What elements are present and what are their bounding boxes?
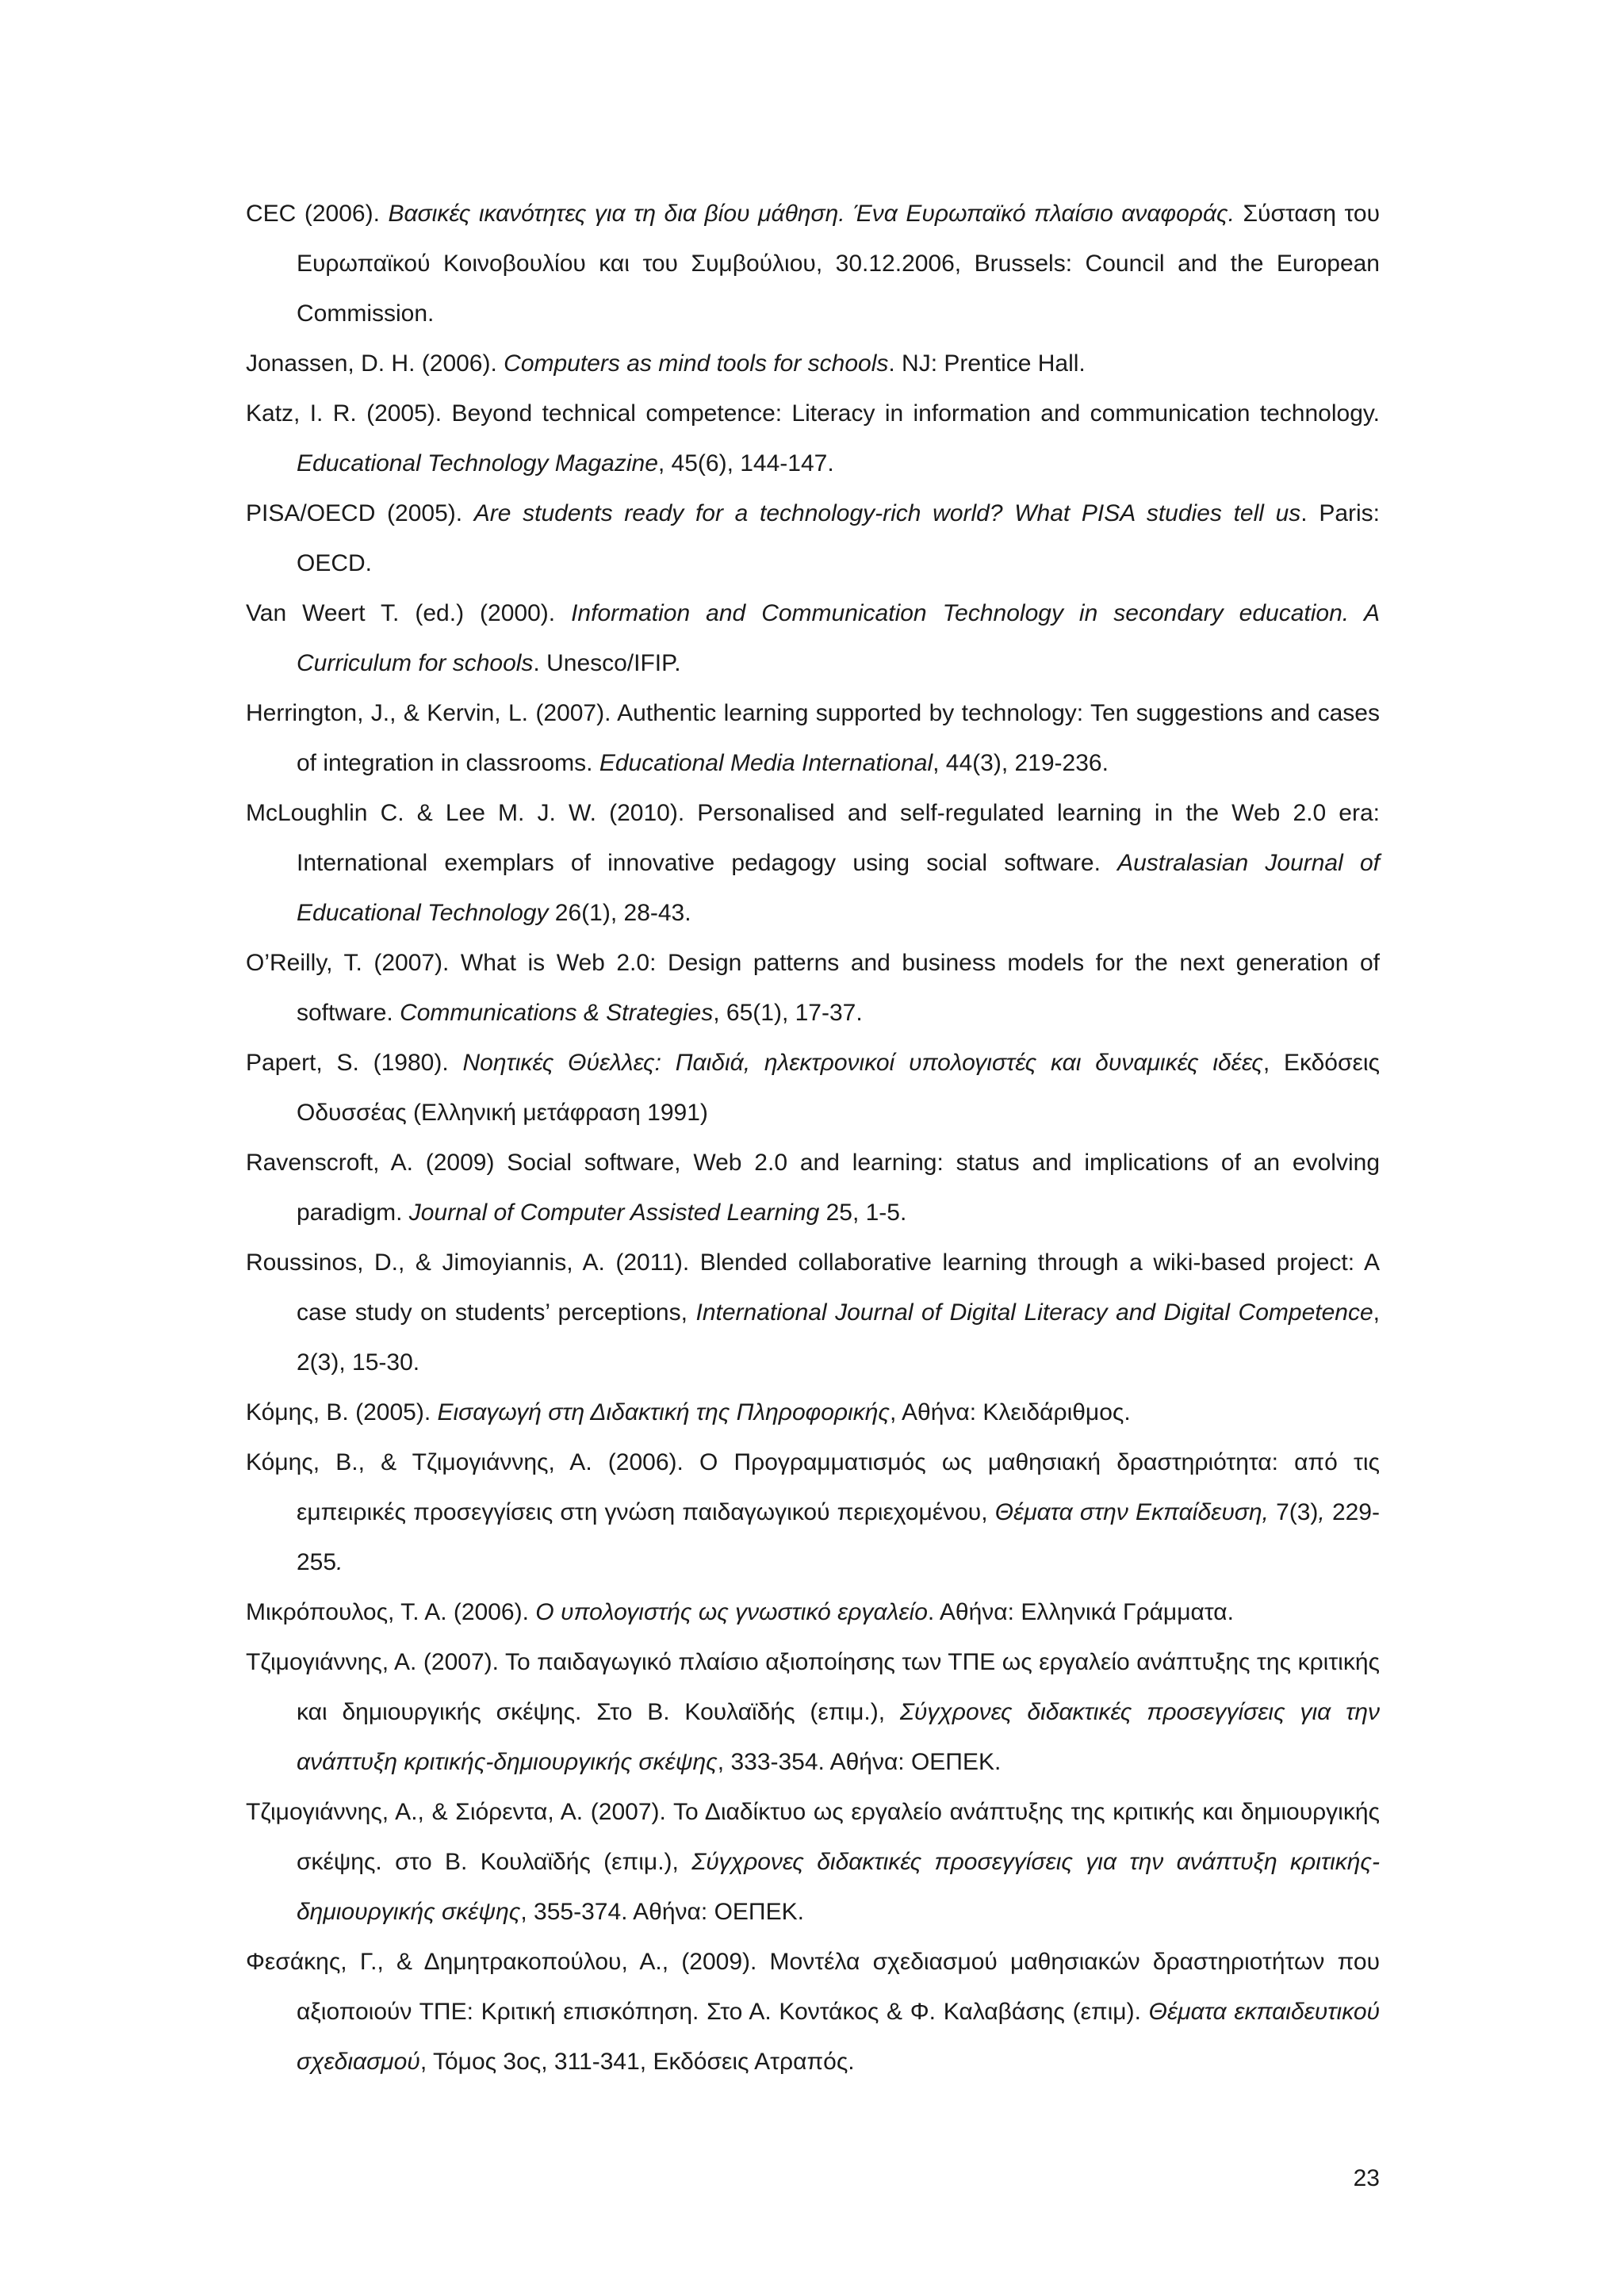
reference-entry (246, 1038, 1380, 1138)
reference-italic-text: Θέματα εκπαιδευτικού σχεδιασμού (297, 1999, 1381, 2075)
reference-entry (246, 1238, 1380, 1387)
reference-text: Jonassen, D. H. (2006). (246, 350, 504, 377)
reference-italic-text: Νοητικές Θύελλες: Παιδιά, ηλεκτρονικοί υπολογιστές και δυναμικές ιδέες (462, 1050, 1263, 1076)
reference-italic-text: Σύγχρονες διδακτικές προσεγγίσεις για την ανάπτυξη κριτικής-δημιουργικής σκέψης (297, 1849, 1381, 1925)
reference-text: 26(1), 28-43. (548, 900, 691, 926)
reference-text: Papert, S. (1980). (246, 1050, 463, 1076)
reference-text: Van Weert T. (ed.) (2000). (246, 600, 572, 626)
reference-text: Ravenscroft, A. (2009) Social software, Web 2.0 and learning: status and implications of an evolving paradigm. (246, 1150, 1380, 1226)
reference-italic-text: Computers as mind tools for schools (504, 350, 889, 377)
reference-text: . NJ: Prentice Hall. (888, 350, 1086, 377)
reference-text: PISA/OECD (2005). (246, 500, 474, 526)
reference-text: Katz, I. R. (2005). Beyond technical competence: Literacy in information and communication technology. (246, 400, 1380, 427)
reference-italic-text: Journal of Computer Assisted Learning (408, 1200, 820, 1226)
reference-text: , 333-354. Αθήνα: ΟΕΠΕΚ. (717, 1749, 1002, 1775)
reference-text: Roussinos, D., & Jimoyiannis, A. (2011). Blended collaborative learning through a wiki-based project: A case study on students’ perceptions, (246, 1249, 1380, 1326)
reference-text: Σύσταση του Ευρωπαϊκού Κοινοβουλίου και του Συμβούλιου, 30.12.2006, Brussels: Council and the European Commission. (297, 201, 1380, 327)
reference-entry (246, 688, 1380, 788)
reference-entry (246, 588, 1380, 688)
reference-entry (246, 1587, 1380, 1637)
reference-entry (246, 1637, 1380, 1787)
reference-text: , 45(6), 144-147. (657, 450, 834, 476)
reference-text: 25, 1-5. (819, 1200, 907, 1226)
reference-text: , Εκδόσεις Οδυσσέας (Ελληνική μετάφραση 1991) (297, 1050, 1380, 1126)
reference-text: 229-255 (297, 1499, 1380, 1575)
reference-text: , 65(1), 17-37. (713, 1000, 863, 1026)
reference-italic-text: International Journal of Digital Literacy and Digital Competence (695, 1299, 1373, 1326)
reference-text: . Unesco/IFIP. (533, 650, 681, 676)
reference-text: CEC (2006). (246, 201, 389, 227)
reference-entry (246, 339, 1380, 388)
reference-italic-text: Are students ready for a technology-rich world? What PISA studies tell us (473, 500, 1301, 526)
reference-italic-text: Information and Communication Technology in secondary education. A Curriculum for schools (297, 600, 1380, 676)
reference-text: Herrington, J., & Kervin, L. (2007). Authentic learning supported by technology: Ten suggestions and cases of integration in classrooms. (246, 700, 1380, 776)
reference-text: , Τόμος 3ος, 311-341, Εκδόσεις Ατραπός. (419, 2049, 855, 2075)
reference-text: . Αθήνα: Ελληνικά Γράμματα. (927, 1599, 1234, 1625)
reference-text: O’Reilly, T. (2007). What is Web 2.0: Design patterns and business models for the next generation of software. (246, 950, 1380, 1026)
reference-text: McLoughlin C. & Lee M. J. W. (2010). Personalised and self-regulated learning in the Web 2.0 era: International exemplars of innovative pedagogy using social software. (246, 800, 1380, 876)
reference-italic-text: Βασικές ικανότητες για τη δια βίου μάθηση. Ένα Ευρωπαϊκό πλαίσιο αναφοράς. (388, 201, 1235, 227)
reference-italic-text: Θέματα στην Εκπαίδευση, (994, 1499, 1269, 1525)
reference-italic-text: Ο υπολογιστής ως γνωστικό εργαλείο (535, 1599, 928, 1625)
reference-text: , Αθήνα: Κλειδάριθμος. (890, 1399, 1131, 1425)
reference-italic-text: . (336, 1549, 343, 1575)
reference-italic-text: Australasian Journal of Educational Technology (297, 850, 1381, 926)
reference-text: , 355-374. Αθήνα: ΟΕΠΕΚ. (520, 1899, 804, 1925)
reference-entry (246, 938, 1380, 1038)
reference-entry (246, 388, 1380, 488)
reference-text: Κόμης, Β., & Τζιμογιάννης, Α. (2006). Ο Προγραμματισμός ως μαθησιακή δραστηριότητα: από τις εμπειρικές προσεγγίσεις στη γνώση παιδαγωγικού περιεχομένου, (246, 1449, 1380, 1525)
reference-entry (246, 788, 1380, 938)
reference-entry (246, 1437, 1380, 1587)
page-number: 23 (1353, 2165, 1380, 2191)
reference-entry (246, 1787, 1380, 1937)
reference-entry (246, 488, 1380, 588)
reference-list (246, 189, 1380, 2087)
reference-italic-text: Educational Media International (599, 750, 933, 776)
reference-text: Τζιμογιάννης, Α. (2007). Το παιδαγωγικό πλαίσιο αξιοποίησης των ΤΠΕ ως εργαλείο ανάπτυξης της κριτικής και δημιουργικής σκέψης. Στο Β. Κουλαϊδής (επιμ.), (246, 1649, 1380, 1725)
reference-text: Κόμης, Β. (2005). (246, 1399, 438, 1425)
reference-italic-text: Educational Technology Magazine (297, 450, 658, 476)
reference-text: Τζιμογιάννης, Α., & Σιόρεντα, Α. (2007). Το Διαδίκτυο ως εργαλείο ανάπτυξης της κριτικής και δημιουργικής σκέψης. στο Β. Κουλαϊδής (επιμ.), (246, 1799, 1380, 1875)
reference-entry (246, 1387, 1380, 1437)
reference-entry (246, 189, 1380, 339)
reference-text: . Paris: OECD. (297, 500, 1380, 576)
reference-italic-text: Σύγχρονες διδακτικές προσεγγίσεις για την ανάπτυξη κριτικής-δημιουργικής σκέψης (297, 1699, 1380, 1775)
reference-text: Μικρόπουλος, Τ. Α. (2006). (246, 1599, 536, 1625)
reference-text: , 2(3), 15-30. (297, 1299, 1380, 1376)
reference-text: 7(3) (1268, 1499, 1319, 1525)
reference-text: Φεσάκης, Γ., & Δημητρακοπούλου, Α., (2009). Μοντέλα σχεδιασμού μαθησιακών δραστηριοτήτων που αξιοποιούν ΤΠΕ: Κριτική επισκόπηση. Στο Α. Κοντάκος & Φ. Καλαβάσης (επιμ). (246, 1949, 1380, 2025)
reference-italic-text: Εισαγωγή στη Διδακτική της Πληροφορικής (437, 1399, 890, 1425)
reference-entry (246, 1138, 1380, 1238)
reference-entry (246, 1937, 1380, 2087)
reference-text: , 44(3), 219-236. (933, 750, 1109, 776)
reference-italic-text: Communications & Strategies (400, 1000, 714, 1026)
reference-italic-text: , (1318, 1499, 1325, 1525)
